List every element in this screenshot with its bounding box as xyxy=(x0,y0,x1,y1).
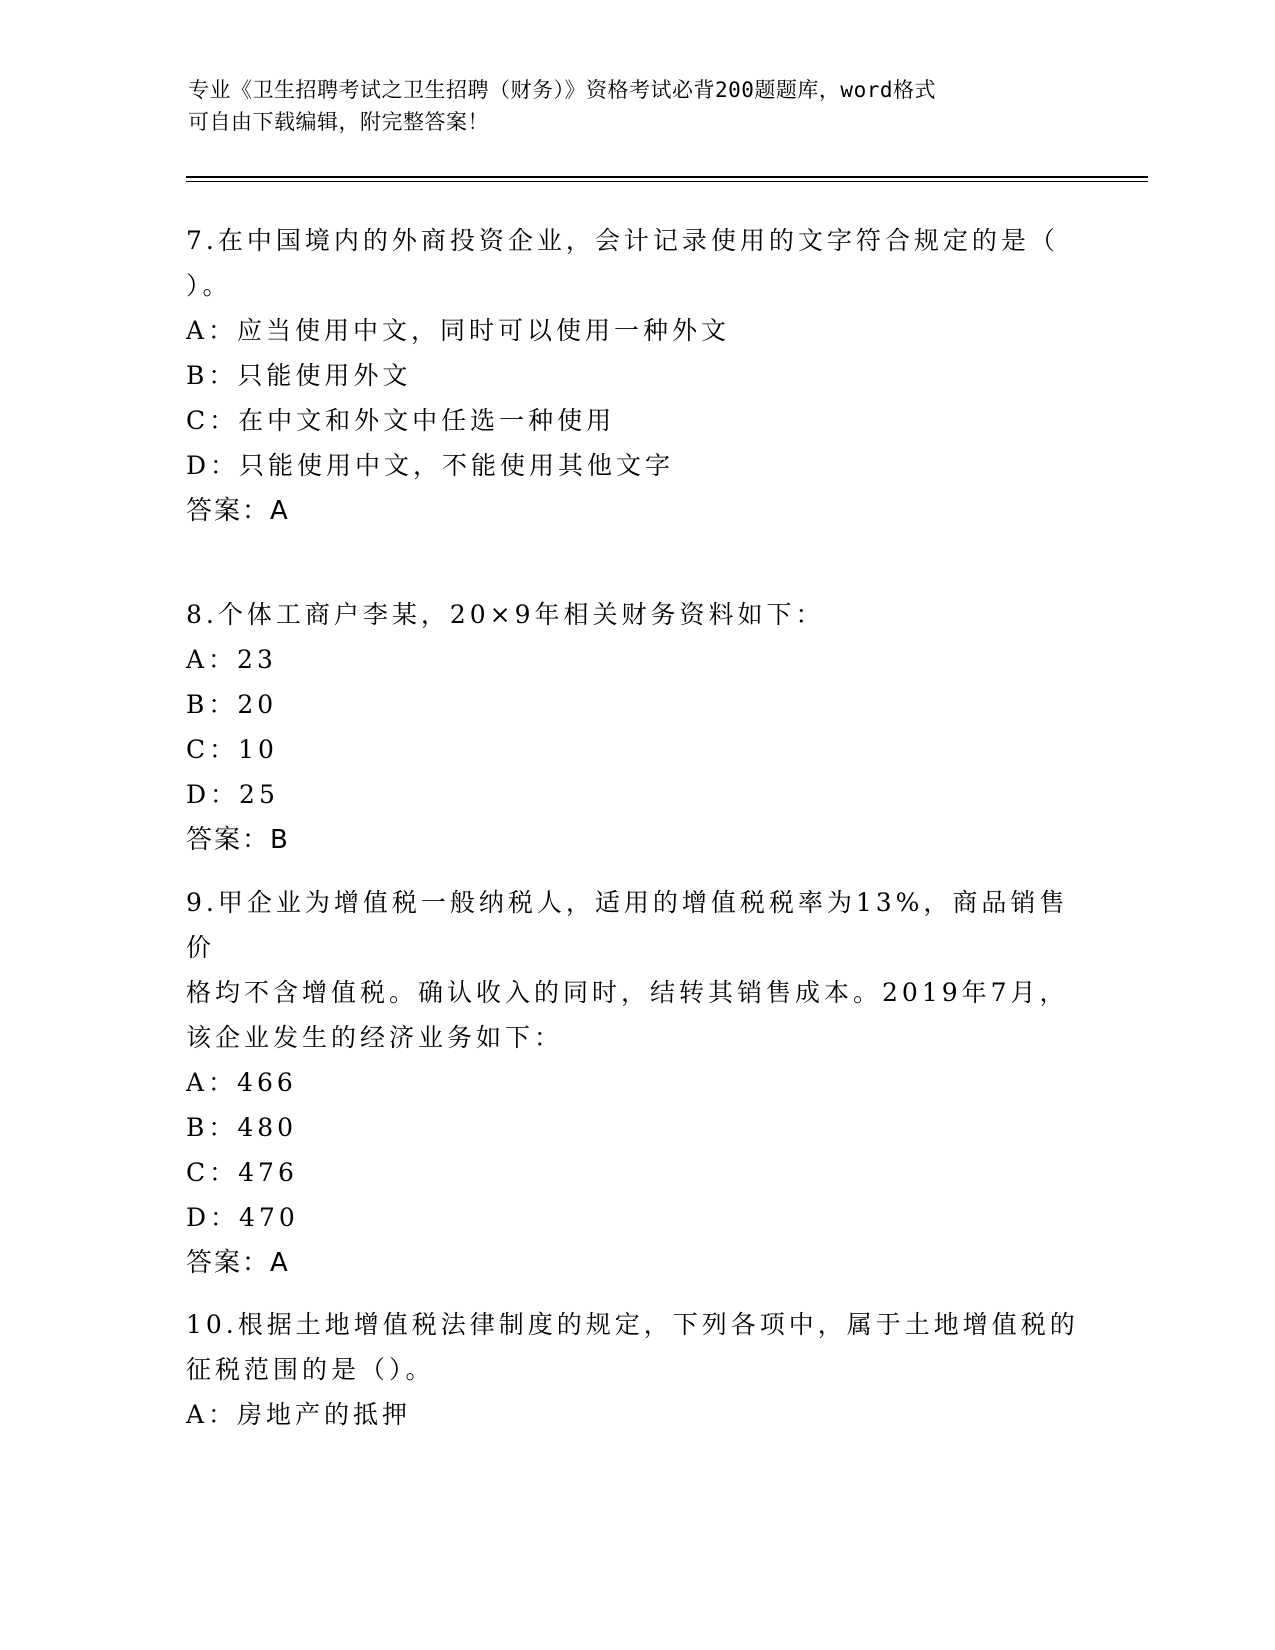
option-c: C：10 xyxy=(186,735,278,764)
option-a: A：466 xyxy=(186,1068,297,1097)
header-title-line-2: 可自由下载编辑，附完整答案！ xyxy=(188,110,489,134)
question-10 xyxy=(186,1302,1086,1437)
question-8 xyxy=(186,592,1086,863)
question-stem xyxy=(186,880,1086,1060)
question-9 xyxy=(186,880,1086,1286)
option-a: A：23 xyxy=(186,645,277,674)
question-stem-line: ）。 xyxy=(186,271,232,300)
option-a: A：房地产的抵押 xyxy=(186,1400,412,1429)
answer: 答案：B xyxy=(186,825,290,855)
question-stem-line: 格均不含增值税。确认收入的同时，结转其销售成本。2019年7月， xyxy=(186,978,1069,1007)
question-stem-line: 征税范围的是（）。 xyxy=(186,1355,435,1384)
option-b: B：480 xyxy=(186,1113,298,1142)
question-stem-line: 8.个体工商户李某，20×9年相关财务资料如下： xyxy=(186,600,825,629)
question-stem-line: 该企业发生的经济业务如下： xyxy=(186,1023,564,1052)
option-d: D：470 xyxy=(186,1203,299,1232)
option-a: A：应当使用中文，同时可以使用一种外文 xyxy=(186,316,731,345)
option-d: D：25 xyxy=(186,780,279,809)
header-divider-thin xyxy=(186,181,1148,182)
answer: 答案：A xyxy=(186,1248,290,1278)
option-c: C：476 xyxy=(186,1158,298,1187)
question-7 xyxy=(186,218,1086,534)
question-stem-line: 7.在中国境内的外商投资企业，会计记录使用的文字符合规定的是（ xyxy=(186,226,1059,255)
document-header xyxy=(188,74,1068,138)
option-b: B：20 xyxy=(186,690,278,719)
question-stem-line: 9.甲企业为增值税一般纳税人，适用的增值税税率为13%，商品销售价 xyxy=(186,888,1069,962)
header-divider-thick xyxy=(186,176,1148,178)
header-title-line-1: 专业《卫生招聘考试之卫生招聘（财务）》资格考试必背200题题库，word格式 xyxy=(188,78,936,102)
question-stem xyxy=(186,218,1086,308)
option-b: B：只能使用外文 xyxy=(186,361,412,390)
question-stem xyxy=(186,1302,1086,1392)
option-c: C：在中文和外文中任选一种使用 xyxy=(186,406,616,435)
option-d: D：只能使用中文，不能使用其他文字 xyxy=(186,451,675,480)
question-stem-line: 10.根据土地增值税法律制度的规定，下列各项中，属于土地增值税的 xyxy=(186,1310,1079,1339)
answer: 答案：A xyxy=(186,496,290,526)
question-stem xyxy=(186,592,1086,637)
